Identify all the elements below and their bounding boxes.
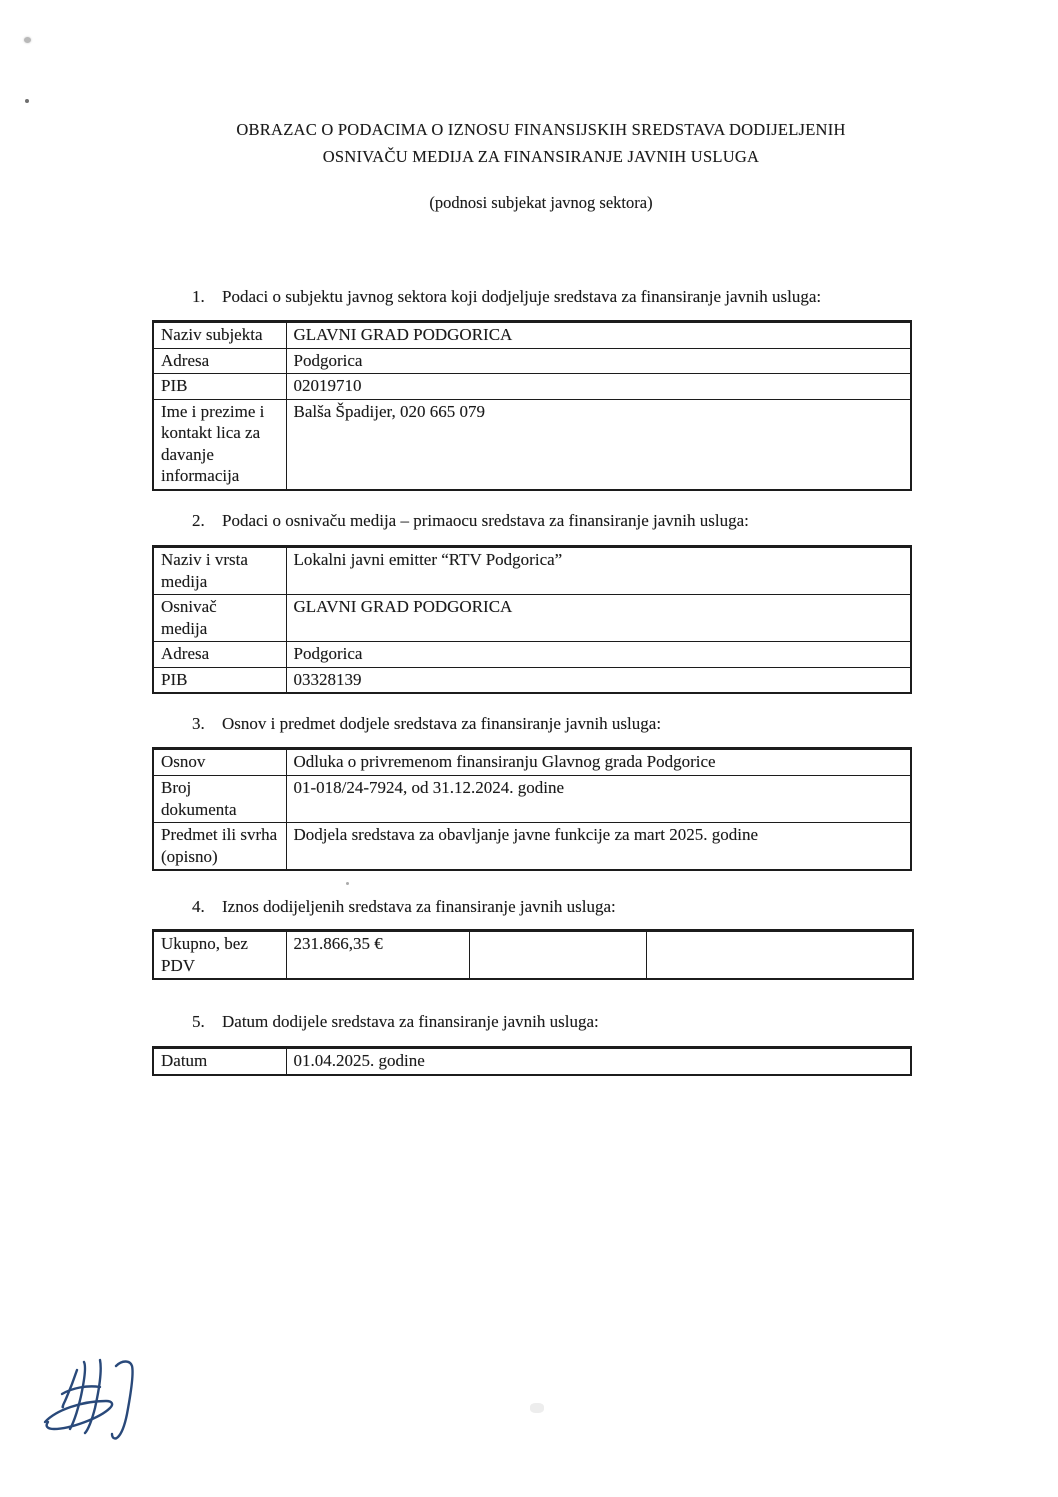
scan-artifact (24, 37, 31, 43)
section-heading-subject (192, 286, 932, 307)
scan-artifact (346, 882, 349, 885)
row-value: 02019710 (286, 374, 911, 400)
row-value: 03328139 (286, 667, 911, 693)
section-heading-text: Iznos dodijeljenih sredstava za finansiranje javnih usluga: (222, 897, 616, 916)
section-heading-text: Podaci o osnivaču medija – primaocu sredstava za finansiranje javnih usluga: (222, 511, 749, 530)
row-label: Naziv subjekta (153, 322, 286, 349)
table-row (153, 399, 911, 490)
row-label: Osnov (153, 749, 286, 776)
section-number: 1. (192, 287, 205, 306)
handwritten-signature (40, 1346, 165, 1458)
table-row (153, 749, 911, 776)
row-value: GLAVNI GRAD PODGORICA (286, 322, 911, 349)
section-heading-text: Datum dodijele sredstava za finansiranje javnih usluga: (222, 1012, 599, 1031)
section-heading-date (192, 1011, 932, 1032)
empty-cell (469, 931, 646, 980)
section-heading-text: Osnov i predmet dodjele sredstava za finansiranje javnih usluga: (222, 714, 662, 733)
row-value: Dodjela sredstava za obavljanje javne funkcije za mart 2025. godine (286, 823, 911, 871)
empty-cell (646, 931, 913, 980)
row-label: Datum (153, 1048, 286, 1075)
scan-artifact (530, 1403, 544, 1413)
table-row (153, 595, 911, 642)
document-title-line2: OSNIVAČU MEDIJA ZA FINANSIRANJE JAVNIH USLUGA (322, 147, 760, 166)
row-value: Odluka o privremenom finansiranju Glavnog grada Podgorice (286, 749, 911, 776)
table-row (153, 547, 911, 595)
table-row (153, 776, 911, 823)
row-label-text: Broj dokumenta (161, 778, 237, 819)
table-public-sector-subject (152, 320, 912, 491)
row-label: Ukupno, bez PDV (153, 931, 286, 980)
row-label: PIB (153, 667, 286, 693)
section-number: 4. (192, 897, 205, 916)
row-label (153, 776, 286, 823)
row-label: Adresa (153, 348, 286, 374)
document-title (32, 116, 1050, 170)
row-value: 01-018/24-7924, od 31.12.2024. godine (286, 776, 911, 823)
table-row (153, 823, 911, 871)
table-row (153, 348, 911, 374)
row-value: Podgorica (286, 642, 911, 668)
row-label (153, 595, 286, 642)
table-row (153, 667, 911, 693)
row-label: Ime i prezime i kontakt lica za davanje informacija (153, 399, 286, 490)
scan-artifact (25, 99, 29, 103)
table-row (153, 931, 913, 980)
table-row (153, 1048, 911, 1075)
row-label-text: Osnivač medija (161, 597, 217, 638)
row-value: Podgorica (286, 348, 911, 374)
row-label: Predmet ili svrha (opisno) (153, 823, 286, 871)
table-date (152, 1046, 912, 1076)
document-title-line1: OBRAZAC O PODACIMA O IZNOSU FINANSIJSKIH SREDSTAVA DODIJELJENIH (236, 120, 846, 139)
table-basis-and-purpose (152, 747, 912, 871)
row-label: PIB (153, 374, 286, 400)
row-value: Lokalni javni emitter “RTV Podgorica” (286, 547, 911, 595)
section-number: 2. (192, 511, 205, 530)
section-number: 3. (192, 714, 205, 733)
section-heading-basis (192, 713, 932, 734)
section-number: 5. (192, 1012, 205, 1031)
amount-value: 231.866,35 € (286, 931, 469, 980)
section-heading-text: Podaci o subjektu javnog sektora koji dodjeljuje sredstava za finansiranje javnih usluga: (222, 287, 822, 306)
row-value: Balša Špadijer, 020 665 079 (286, 399, 911, 490)
section-heading-amount (192, 896, 932, 917)
row-label: Adresa (153, 642, 286, 668)
table-row (153, 322, 911, 349)
table-amount (152, 929, 914, 980)
table-media-founder (152, 545, 912, 694)
section-heading-founder (192, 510, 932, 531)
row-label: Naziv i vrsta medija (153, 547, 286, 595)
table-row (153, 374, 911, 400)
row-value: 01.04.2025. godine (286, 1048, 911, 1075)
row-value: GLAVNI GRAD PODGORICA (286, 595, 911, 642)
table-row (153, 642, 911, 668)
document-subtitle: (podnosi subjekat javnog sektora) (429, 193, 653, 212)
